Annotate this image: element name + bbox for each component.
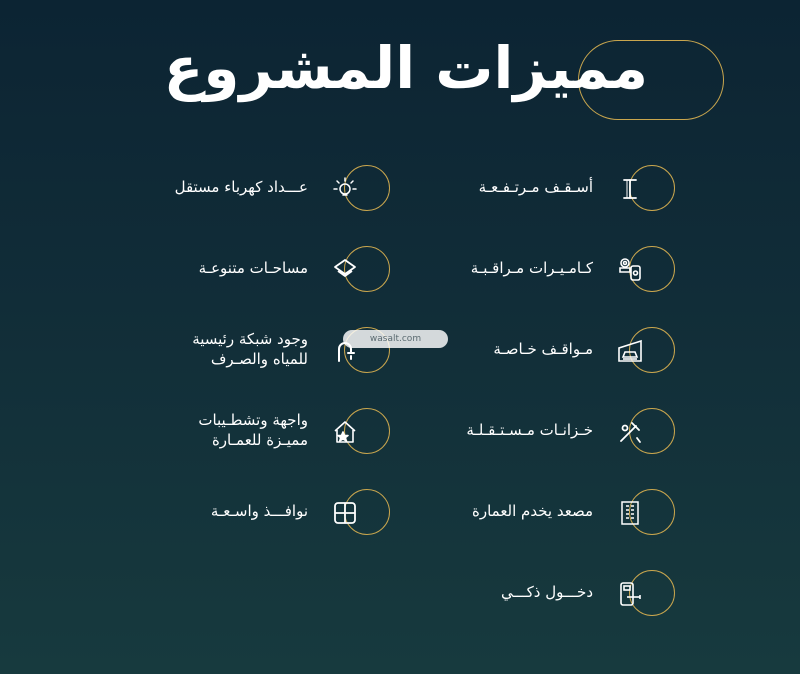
feature-label: عـــداد كهرباء مستقل	[174, 178, 308, 196]
feature-electricity-meter	[90, 165, 390, 215]
header	[0, 0, 800, 140]
feature-label-line2: للمياه والصـرف	[210, 350, 308, 368]
feature-label: مـواقـف خـاصـة	[493, 340, 593, 358]
feature-label: مساحـات متنوعـة	[198, 259, 308, 277]
layers-icon	[330, 255, 360, 285]
page-title: مميزات المشروع	[163, 34, 648, 102]
house-star-icon	[330, 417, 360, 447]
feature-varied-spaces	[90, 246, 390, 296]
feature-label: أسـقـف مـرتـفـعـة	[478, 178, 593, 196]
feature-label: كـامـيـرات مـراقـبـة	[470, 259, 593, 277]
feature-label-line2: مميـزة للعمـارة	[211, 431, 308, 449]
feature-label: نوافـــذ واسـعـة	[210, 502, 308, 520]
smart-lock-icon	[615, 579, 645, 609]
feature-label: خـزانـات مـسـتـقـلـة	[466, 421, 593, 439]
feature-high-ceilings	[375, 165, 675, 215]
feature-label-line1: واجهة وتشطـيبات	[198, 411, 308, 429]
feature-surveillance	[375, 246, 675, 296]
tank-icon	[615, 417, 645, 447]
feature-facade-finishes	[90, 408, 390, 458]
feature-label	[192, 329, 308, 369]
feature-label: دخـــول ذكـــي	[500, 583, 593, 601]
garage-icon	[615, 336, 645, 366]
feature-smart-entry	[375, 570, 675, 620]
feature-elevator	[375, 489, 675, 539]
lightbulb-icon	[330, 174, 360, 204]
watermark: wasalt.com	[343, 330, 448, 348]
feature-label: مصعد يخدم العمارة	[471, 502, 593, 520]
camera-icon	[615, 255, 645, 285]
window-icon	[330, 498, 360, 528]
elevator-icon	[615, 498, 645, 528]
feature-label	[198, 410, 308, 450]
feature-independent-tanks	[375, 408, 675, 458]
feature-label-line1: وجود شبكة رئيسية	[192, 330, 308, 348]
feature-wide-windows	[90, 489, 390, 539]
beam-icon	[615, 174, 645, 204]
